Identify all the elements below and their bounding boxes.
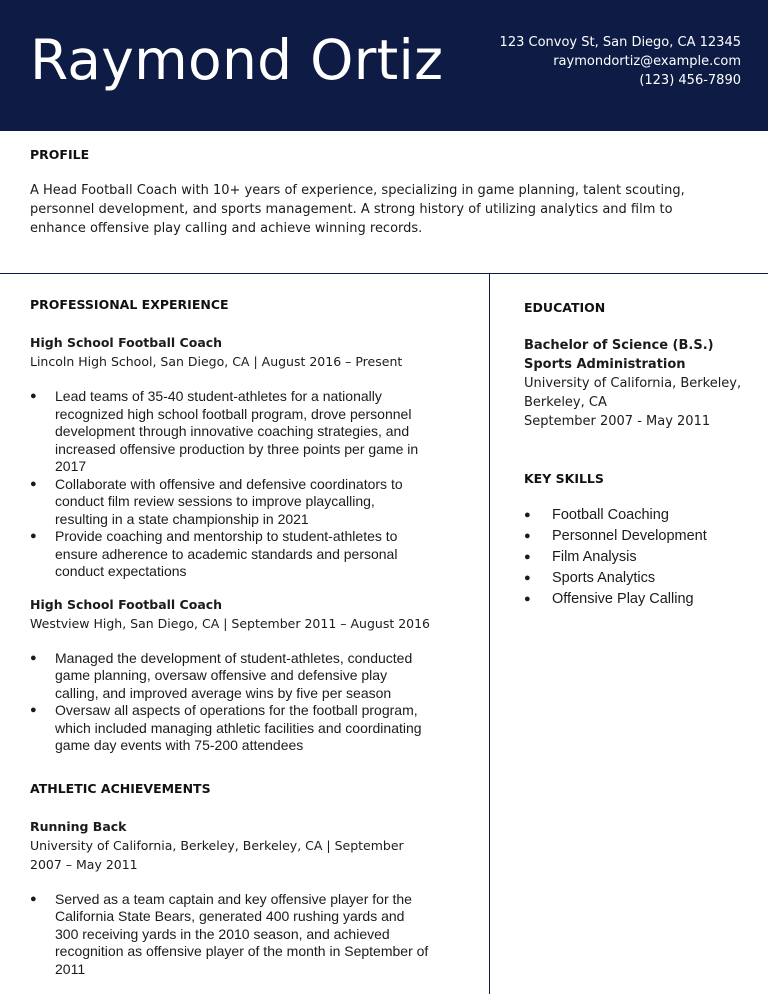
skill-item: ● Personnel Development	[524, 526, 749, 547]
section-divider-vertical	[489, 273, 490, 994]
left-column	[30, 297, 430, 978]
bullet-item: ● Managed the development of student-athletes, conducted game planning, oversaw offensive and defensive play calling, and improved average wins by five per season	[30, 650, 430, 703]
profile-summary: A Head Football Coach with 10+ years of experience, specializing in game planning, talent scouting, personnel development, and sports management. A strong history of utilizing analytics and film to enhance offensive play calling and achieve winning records.	[30, 183, 685, 236]
education-school: University of California, Berkeley, Berkeley, CA	[524, 376, 742, 410]
job-meta: Westview High, San Diego, CA | September 2011 – August 2016	[30, 615, 431, 631]
job-title: High School Football Coach	[30, 335, 223, 350]
skill-item: ● Film Analysis	[524, 547, 749, 568]
bullet-item: ● Lead teams of 35-40 student-athletes for a nationally recognized high school football program, drove personnel development through innovative coaching strategies, and increased offensive production by three points per game in 2017	[30, 388, 430, 476]
job-meta: Lincoln High School, San Diego, CA | August 2016 – Present	[30, 354, 403, 369]
job-bullets	[30, 388, 430, 581]
job-bullets	[30, 650, 430, 755]
athletic-bullets	[30, 891, 430, 979]
bullet-item: ● Served as a team captain and key offensive player for the California State Bears, generated 400 rushing yards and 300 receiving yards in the 2010 season, and achieved recognition as offensive player of the month in September of 2011	[30, 891, 430, 979]
education-degree: Bachelor of Science (B.S.) Sports Administration	[524, 338, 714, 372]
athletic-heading: ATHLETIC ACHIEVEMENTS	[30, 780, 211, 796]
contact-email: raymondortiz@example.com	[553, 54, 741, 69]
skills-heading: KEY SKILLS	[524, 471, 604, 486]
skill-item: ● Sports Analytics	[524, 568, 749, 589]
education-heading: EDUCATION	[524, 300, 606, 315]
profile-heading: PROFILE	[30, 147, 90, 162]
contact-phone: (123) 456-7890	[639, 73, 741, 88]
bullet-item: ● Provide coaching and mentorship to student-athletes to ensure adherence to academic standards and personal conduct expectations	[30, 528, 430, 581]
contact-info	[500, 33, 741, 90]
experience-heading: PROFESSIONAL EXPERIENCE	[30, 297, 229, 312]
header-banner	[0, 0, 768, 131]
job-entry	[30, 333, 430, 581]
education-dates: September 2007 - May 2011	[524, 414, 711, 429]
athletic-meta: University of California, Berkeley, Berkeley, CA | September 2007 – May 2011	[30, 837, 404, 872]
athletic-entry	[30, 817, 430, 979]
candidate-name: Raymond Ortiz	[30, 28, 444, 92]
bullet-item: ● Collaborate with offensive and defensive coordinators to conduct film review sessions to improve playcalling, resulting in a state championship in 2021	[30, 476, 430, 529]
job-title: High School Football Coach	[30, 596, 223, 612]
contact-address: 123 Convoy St, San Diego, CA 12345	[499, 35, 741, 50]
job-entry	[30, 595, 430, 755]
right-column	[524, 300, 749, 610]
skills-list	[524, 505, 749, 610]
athletic-role: Running Back	[30, 818, 127, 834]
bullet-item: ● Oversaw all aspects of operations for the football program, which included managing athletic facilities and coordinating game day events with 75-200 attendees	[30, 702, 430, 755]
skill-item: ● Football Coaching	[524, 505, 749, 526]
skill-item: ● Offensive Play Calling	[524, 589, 749, 610]
section-divider-horizontal	[0, 273, 768, 274]
